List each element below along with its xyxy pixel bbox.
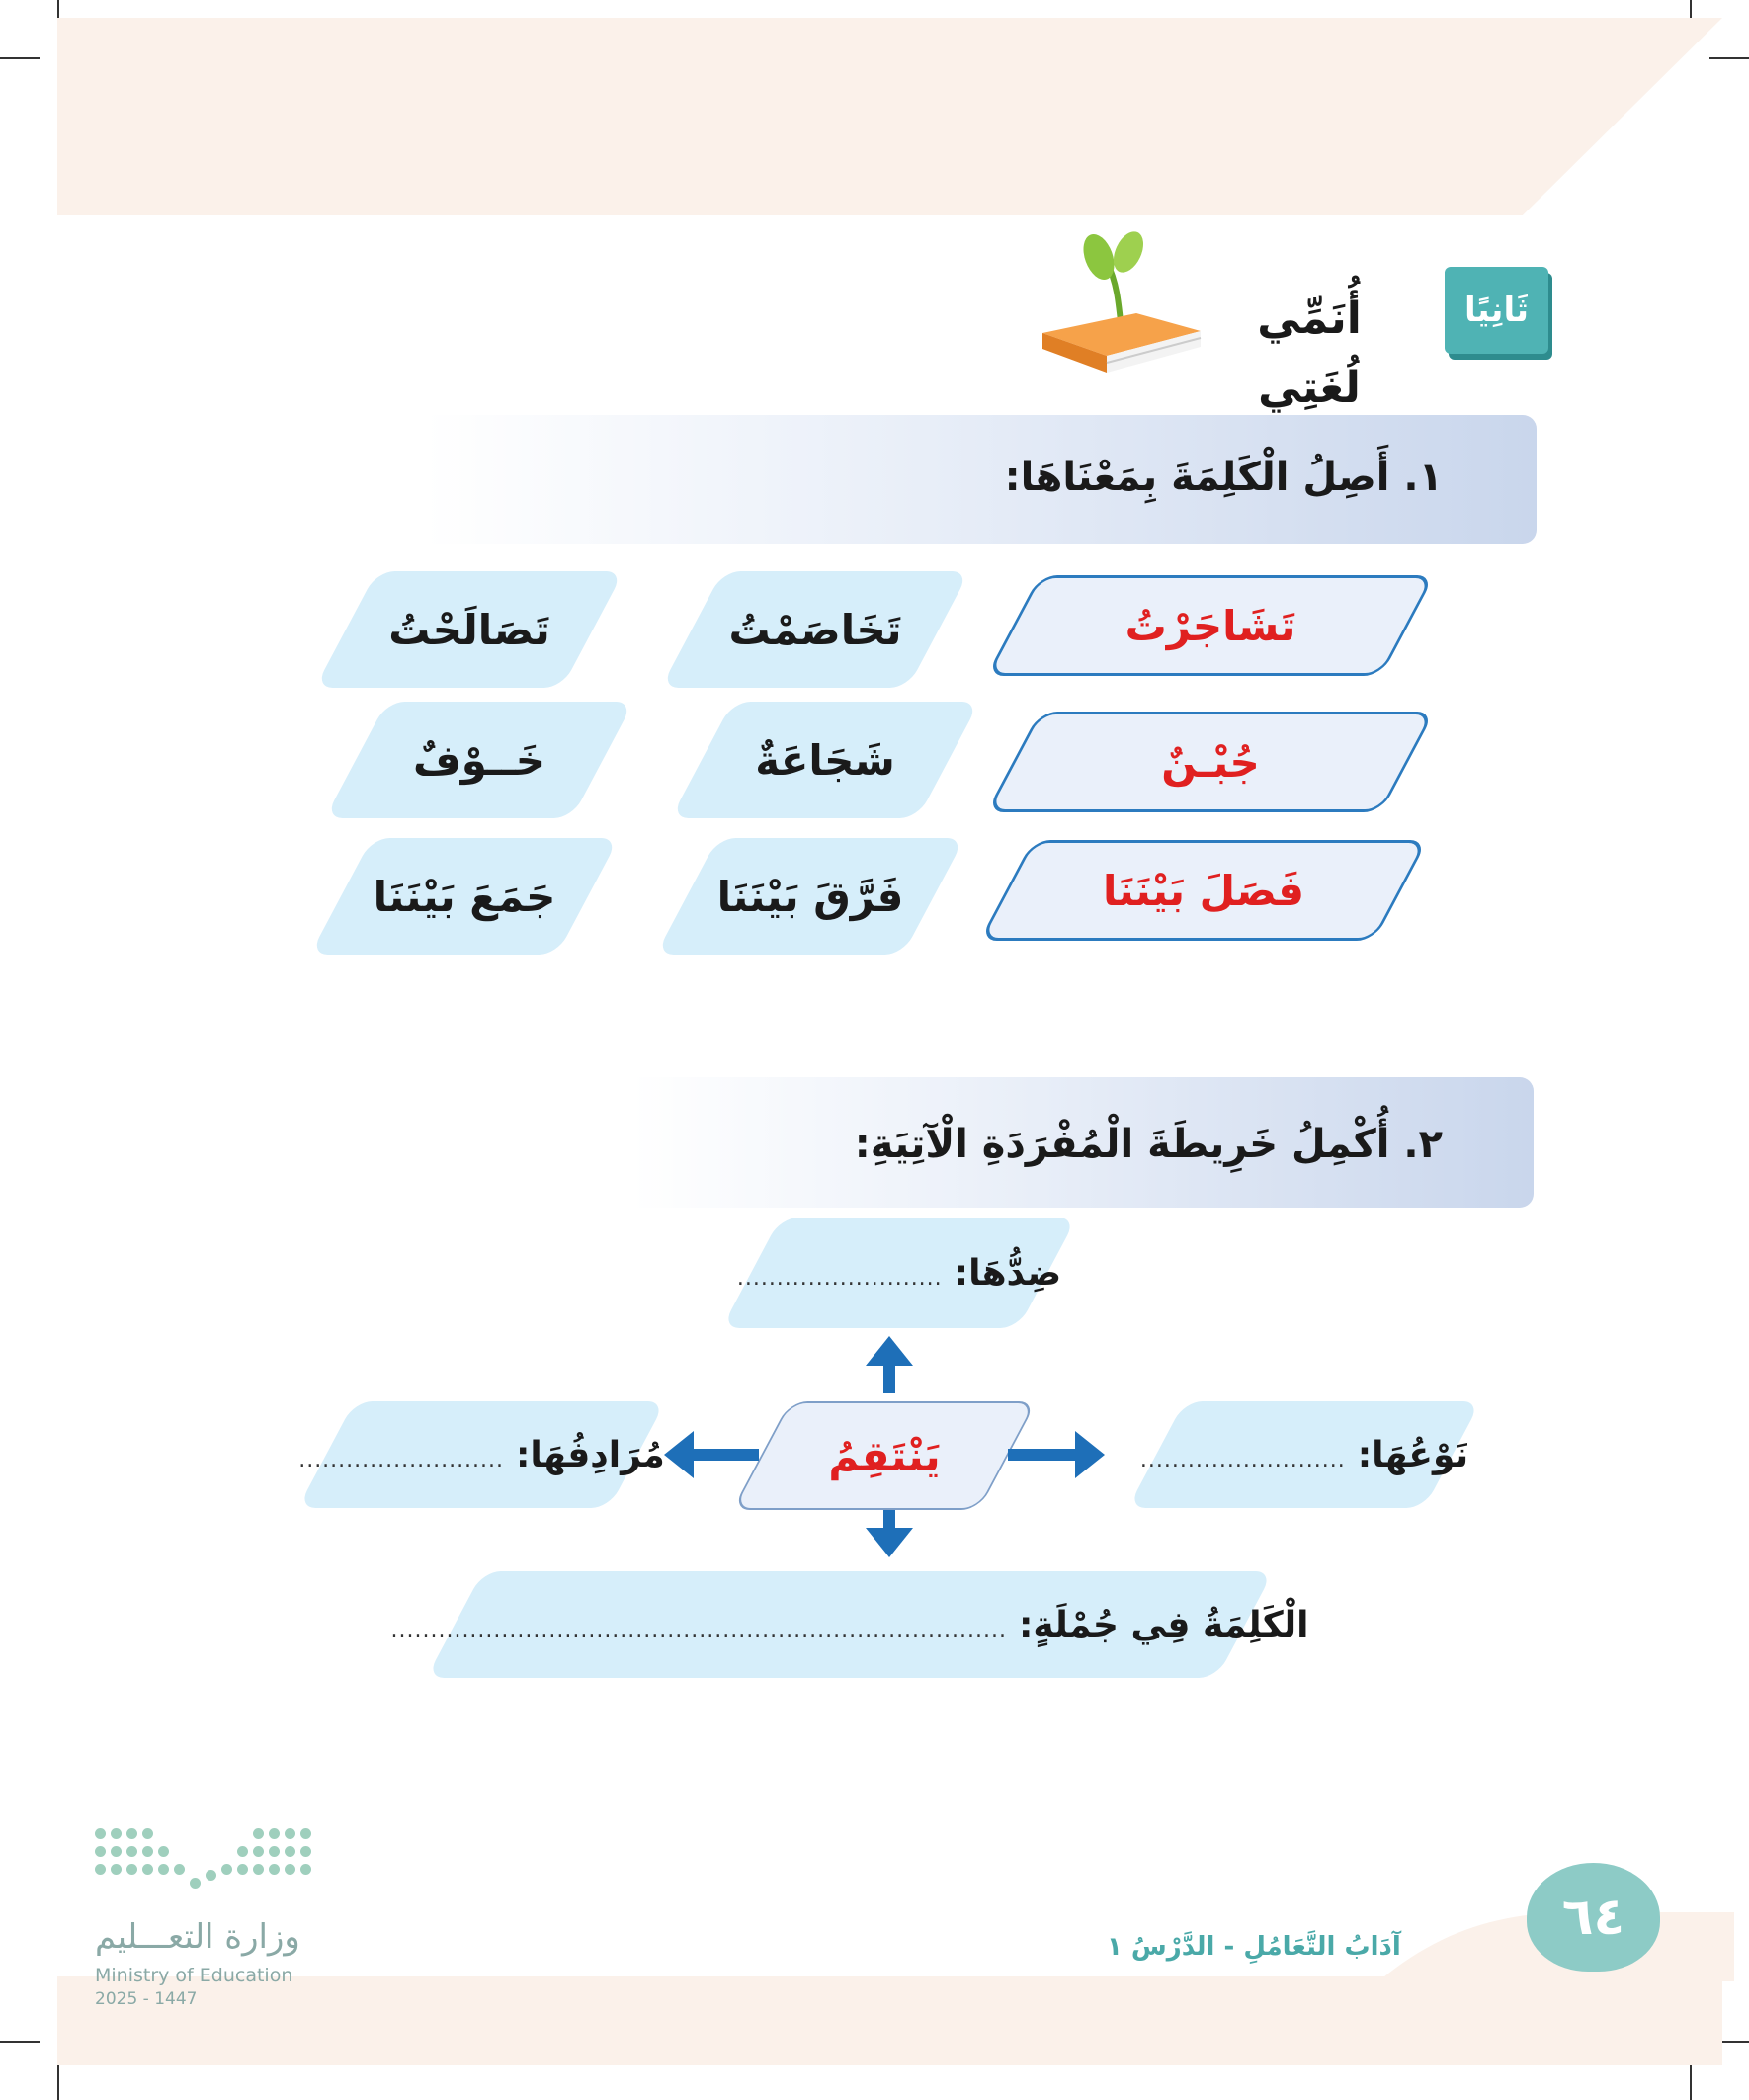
meaning-box-2-2[interactable] bbox=[356, 702, 603, 818]
meaning-text: خَــوْفٌ bbox=[412, 735, 546, 785]
word-1: تَشَاجَرْتُ bbox=[1124, 601, 1296, 650]
word-box-1[interactable] bbox=[1013, 575, 1408, 676]
word-box-2[interactable] bbox=[1013, 712, 1408, 812]
top-banner bbox=[57, 18, 1722, 215]
arrow-left-shaft bbox=[692, 1449, 759, 1461]
meaning-box-3-2[interactable] bbox=[341, 838, 588, 955]
sentence-answer-line[interactable]: .............................................................................. bbox=[390, 1617, 1007, 1642]
antonym-box[interactable] bbox=[736, 1218, 1062, 1328]
center-word: يَنْتَقِمُ bbox=[828, 1431, 941, 1480]
meaning-text: شَجَاعَةٌ bbox=[755, 735, 895, 785]
ministry-logo bbox=[95, 1818, 312, 2009]
synonym-box[interactable] bbox=[298, 1401, 665, 1508]
ministry-name-en: Ministry of Education bbox=[95, 1965, 293, 1986]
type-label: نَوْعُهَا: bbox=[1357, 1434, 1469, 1475]
crop-mark bbox=[0, 57, 40, 59]
ministry-name-ar: وزارة التعـــليم bbox=[95, 1917, 300, 1957]
type-answer-line[interactable]: .......................... bbox=[1139, 1447, 1346, 1472]
page-number: ٦٤ bbox=[1527, 1863, 1660, 1972]
sentence-box[interactable] bbox=[390, 1571, 1309, 1678]
arrow-down-icon bbox=[866, 1528, 913, 1557]
meaning-box-1-1[interactable] bbox=[692, 571, 939, 688]
lesson-title: آدَابُ التَّعَامُلِ - الدَّرْسُ ١ bbox=[1107, 1932, 1401, 1962]
arrow-up-shaft bbox=[883, 1364, 895, 1393]
crop-mark bbox=[0, 2041, 40, 2043]
meaning-text: تَصَالَحْتُ bbox=[388, 605, 550, 654]
word-2: جُبْـنٌ bbox=[1161, 737, 1260, 787]
meaning-text: جَمَعَ بَيْنَنَا bbox=[373, 872, 556, 921]
word-3: فَصَلَ بَيْنَنَا bbox=[1103, 866, 1304, 915]
center-word-box bbox=[761, 1401, 1008, 1510]
arrow-left-icon bbox=[664, 1431, 694, 1478]
crop-mark bbox=[57, 2060, 59, 2100]
crop-mark bbox=[1709, 57, 1749, 59]
arrow-up-icon bbox=[866, 1336, 913, 1366]
ministry-dots-icon bbox=[95, 1818, 312, 1897]
meaning-box-2-1[interactable] bbox=[702, 702, 949, 818]
meaning-text: تَخَاصَمْتُ bbox=[728, 605, 902, 654]
section-badge: ثَانِيًا bbox=[1445, 267, 1548, 354]
book-sprout-icon bbox=[1038, 222, 1206, 380]
arrow-right-icon bbox=[1075, 1431, 1105, 1478]
crop-mark bbox=[1690, 2060, 1692, 2100]
ministry-year: 2025 - 1447 bbox=[95, 1989, 198, 2009]
antonym-answer-line[interactable]: .......................... bbox=[736, 1265, 943, 1291]
meaning-box-1-2[interactable] bbox=[346, 571, 593, 688]
synonym-label: مُرَادِفُهَا: bbox=[516, 1434, 665, 1475]
section-title: أُنَمِّي لُغَتِي bbox=[1257, 294, 1362, 413]
meaning-text: فَرَّقَ بَيْنَنَا bbox=[716, 872, 904, 921]
synonym-answer-line[interactable]: .......................... bbox=[298, 1447, 505, 1472]
word-box-3[interactable] bbox=[1006, 840, 1401, 941]
question-1-text: ١. أَصِلُ الْكَلِمَةَ بِمَعْنَاهَا: bbox=[1004, 455, 1443, 500]
antonym-label: ضِدُّهَا: bbox=[954, 1252, 1062, 1294]
type-box[interactable] bbox=[1139, 1401, 1469, 1508]
sentence-label: الْكَلِمَةُ فِي جُمْلَةٍ: bbox=[1018, 1604, 1309, 1645]
meaning-box-3-1[interactable] bbox=[687, 838, 934, 955]
question-2-text: ٢. أُكْمِلُ خَرِيطَةَ الْمُفْرَدَةِ الْآتِيَةِ: bbox=[854, 1122, 1443, 1167]
footer-band bbox=[57, 1976, 1722, 2065]
